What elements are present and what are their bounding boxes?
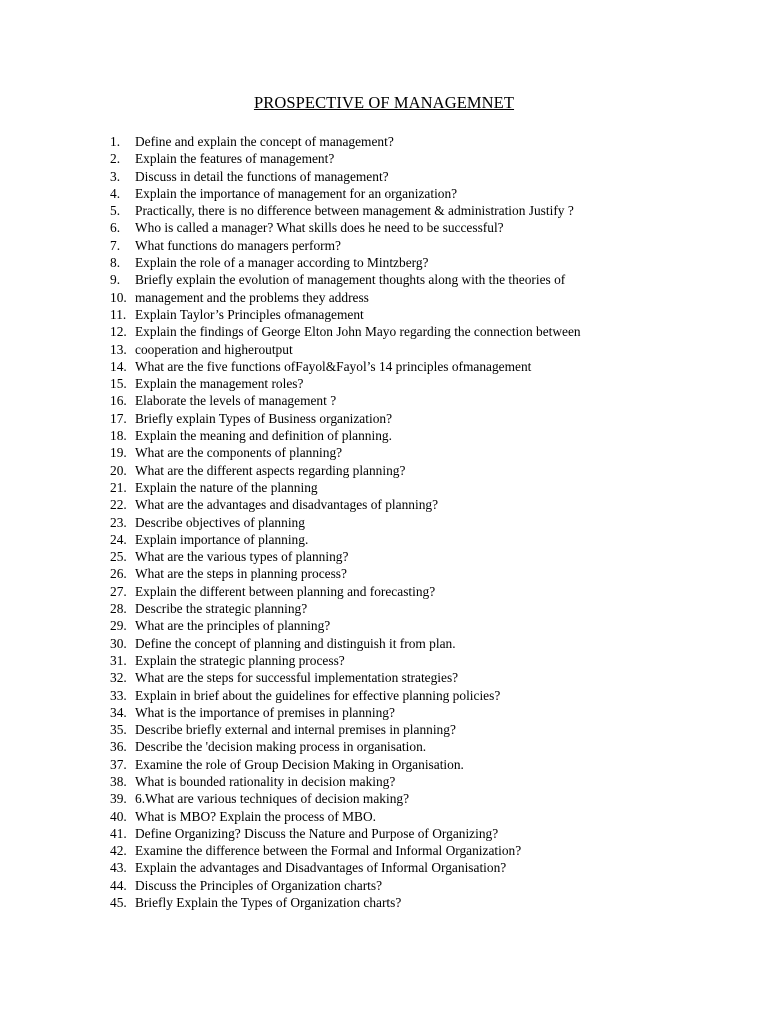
question-text: Discuss in detail the functions of management? — [135, 168, 389, 184]
question-number: 2. — [110, 151, 121, 167]
list-item — [0, 150, 768, 167]
list-item — [0, 306, 768, 323]
question-number: 14. — [110, 358, 127, 374]
question-text: What are the various types of planning? — [135, 549, 349, 565]
question-text: Briefly explain the evolution of management thoughts along with the theories of — [135, 272, 566, 288]
list-item — [0, 254, 768, 271]
question-number: 18. — [110, 428, 127, 444]
question-number: 15. — [110, 376, 127, 392]
list-item — [0, 825, 768, 842]
question-number: 16. — [110, 393, 127, 409]
question-text: What are the steps in planning process? — [135, 566, 347, 582]
list-item — [0, 687, 768, 704]
question-text: Briefly Explain the Types of Organization charts? — [135, 895, 402, 911]
list-item — [0, 790, 768, 807]
question-text: cooperation and higheroutput — [135, 341, 293, 357]
question-text: Explain the findings of George Elton John Mayo regarding the connection between — [135, 324, 581, 340]
question-number: 38. — [110, 773, 127, 789]
list-item — [0, 185, 768, 202]
list-item — [0, 496, 768, 513]
question-text: 6.What are various techniques of decision making? — [135, 791, 410, 807]
question-number: 26. — [110, 566, 127, 582]
question-number: 13. — [110, 341, 127, 357]
question-number: 23. — [110, 514, 127, 530]
list-item — [0, 704, 768, 721]
question-number: 35. — [110, 722, 127, 738]
list-item — [0, 462, 768, 479]
question-number: 10. — [110, 289, 127, 305]
question-text: management and the problems they address — [135, 289, 369, 305]
question-text: Explain the importance of management for an organization? — [135, 185, 458, 201]
question-text: Explain importance of planning. — [135, 531, 309, 547]
list-item — [0, 358, 768, 375]
question-number: 3. — [110, 168, 121, 184]
question-text: What are the principles of planning? — [135, 618, 331, 634]
question-number: 9. — [110, 272, 121, 288]
question-text: Explain Taylor’s Principles ofmanagement — [135, 306, 364, 322]
list-item — [0, 202, 768, 219]
question-number: 43. — [110, 860, 127, 876]
question-text: Elaborate the levels of management ? — [135, 393, 337, 409]
question-text: What are the components of planning? — [135, 445, 343, 461]
list-item — [0, 323, 768, 340]
question-text: Define and explain the concept of management? — [135, 134, 394, 149]
list-item — [0, 877, 768, 894]
question-text: Describe the strategic planning? — [135, 601, 308, 617]
question-text: Describe the 'decision making process in organisation. — [135, 739, 427, 755]
question-text: Discuss the Principles of Organization charts? — [135, 877, 383, 893]
question-number: 42. — [110, 843, 127, 859]
question-number: 36. — [110, 739, 127, 755]
question-number: 8. — [110, 255, 121, 271]
list-item — [0, 219, 768, 236]
question-text: What is bounded rationality in decision making? — [135, 773, 396, 789]
question-number: 29. — [110, 618, 127, 634]
question-text: What is MBO? Explain the process of MBO. — [135, 808, 376, 824]
page-title: PROSPECTIVE OF MANAGEMNET — [253, 93, 515, 112]
question-text: What functions do managers perform? — [135, 237, 341, 253]
list-item — [0, 808, 768, 825]
question-number: 7. — [110, 237, 121, 253]
question-number: 12. — [110, 324, 127, 340]
question-text: Explain the nature of the planning — [135, 479, 318, 495]
question-text: Define the concept of planning and distinguish it from plan. — [135, 635, 456, 651]
list-item — [0, 738, 768, 755]
question-text: Explain in brief about the guidelines for effective planning policies? — [135, 687, 501, 703]
question-text: What are the five functions ofFayol&Fayol’s 14 principles ofmanagement — [135, 358, 532, 374]
question-number: 44. — [110, 877, 127, 893]
question-text: Examine the difference between the Formal and Informal Organization? — [135, 843, 522, 859]
list-item — [0, 548, 768, 565]
list-item — [0, 652, 768, 669]
question-text: Explain the management roles? — [135, 376, 304, 392]
list-item — [0, 565, 768, 582]
list-item — [0, 531, 768, 548]
list-item — [0, 289, 768, 306]
list-item — [0, 133, 768, 150]
question-text: Examine the role of Group Decision Making in Organisation. — [135, 756, 464, 772]
question-text: Define Organizing? Discuss the Nature and Purpose of Organizing? — [135, 825, 499, 841]
question-number: 19. — [110, 445, 127, 461]
list-item — [0, 514, 768, 531]
question-number: 28. — [110, 601, 127, 617]
list-item — [0, 859, 768, 876]
list-item — [0, 669, 768, 686]
question-text: Practically, there is no difference between management & administration Justify ? — [135, 203, 574, 219]
question-number: 22. — [110, 497, 127, 513]
list-item — [0, 168, 768, 185]
list-item — [0, 444, 768, 461]
list-item — [0, 392, 768, 409]
question-text: What are the advantages and disadvantages of planning? — [135, 497, 439, 513]
question-number: 34. — [110, 704, 127, 720]
list-item — [0, 600, 768, 617]
question-number: 5. — [110, 203, 121, 219]
question-number: 37. — [110, 756, 127, 772]
question-number: 40. — [110, 808, 127, 824]
question-number: 25. — [110, 549, 127, 565]
question-text: What are the different aspects regarding planning? — [135, 462, 406, 478]
list-item — [0, 427, 768, 444]
question-number: 24. — [110, 531, 127, 547]
question-text: Describe briefly external and internal premises in planning? — [135, 722, 456, 738]
question-text: Explain the features of management? — [135, 151, 335, 167]
question-text: Explain the role of a manager according to Mintzberg? — [135, 255, 429, 271]
question-number: 45. — [110, 895, 127, 911]
question-text: Briefly explain Types of Business organization? — [135, 410, 393, 426]
list-item — [0, 341, 768, 358]
question-number: 32. — [110, 670, 127, 686]
question-text: Explain the advantages and Disadvantages of Informal Organisation? — [135, 860, 507, 876]
question-number: 17. — [110, 410, 127, 426]
list-item — [0, 271, 768, 288]
question-number: 39. — [110, 791, 127, 807]
question-number: 27. — [110, 583, 127, 599]
list-item — [0, 410, 768, 427]
question-text: Who is called a manager? What skills does he need to be successful? — [135, 220, 504, 236]
question-number: 30. — [110, 635, 127, 651]
list-item — [0, 617, 768, 634]
question-number: 11. — [110, 306, 127, 322]
question-text: What is the importance of premises in planning? — [135, 704, 395, 720]
question-number: 4. — [110, 185, 121, 201]
list-item — [0, 635, 768, 652]
question-text: Explain the meaning and definition of planning. — [135, 428, 392, 444]
question-text: Explain the strategic planning process? — [135, 652, 345, 668]
question-number: 6. — [110, 220, 121, 236]
question-text: Explain the different between planning and forecasting? — [135, 583, 436, 599]
question-number: 31. — [110, 652, 127, 668]
question-list — [0, 133, 768, 911]
question-text: What are the steps for successful implementation strategies? — [135, 670, 459, 686]
question-number: 41. — [110, 825, 127, 841]
list-item — [0, 842, 768, 859]
question-number: 33. — [110, 687, 127, 703]
question-number: 1. — [110, 134, 121, 149]
list-item — [0, 237, 768, 254]
list-item — [0, 721, 768, 738]
question-number: 20. — [110, 462, 127, 478]
list-item — [0, 756, 768, 773]
list-item — [0, 773, 768, 790]
list-item — [0, 583, 768, 600]
list-item — [0, 894, 768, 911]
question-text: Describe objectives of planning — [135, 514, 305, 530]
question-number: 21. — [110, 479, 127, 495]
list-item — [0, 479, 768, 496]
list-item — [0, 375, 768, 392]
